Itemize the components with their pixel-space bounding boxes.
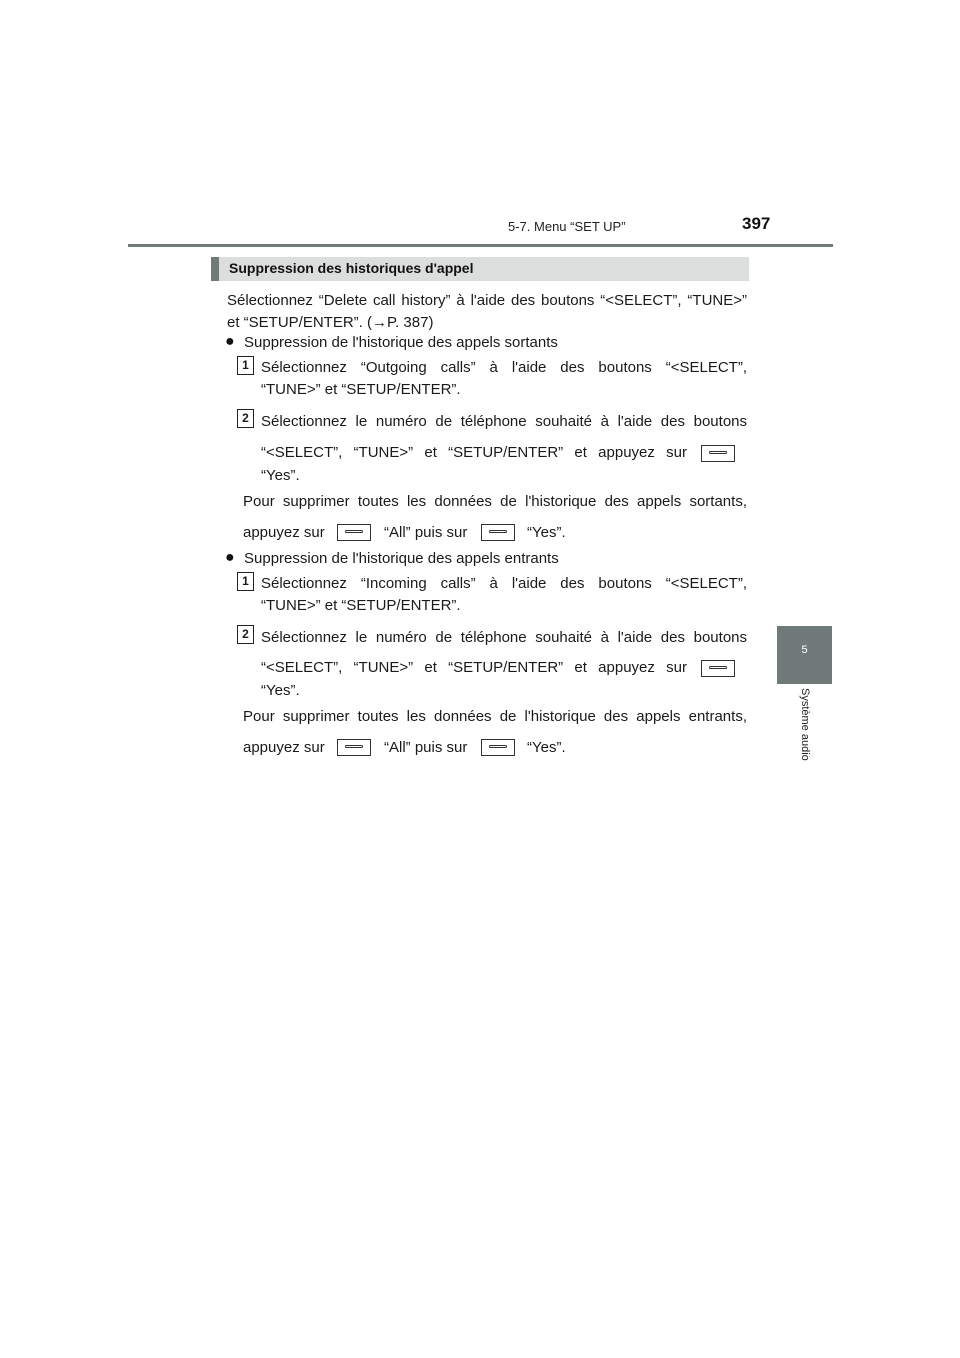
chapter-number: 5: [801, 644, 808, 656]
outgoing-step2-line-2: “<SELECT”, “TUNE>” et “SETUP/ENTER” et appuyez sur: [261, 444, 687, 461]
bullet-icon: ●: [225, 549, 235, 566]
incoming-note-line-2c: “Yes”.: [527, 739, 566, 756]
incoming-step1-line-1: Sélectionnez “Incoming calls” à l'aide des boutons “<SELECT”,: [261, 575, 747, 592]
incoming-note-line-1: Pour supprimer toutes les données de l'historique des appels entrants,: [243, 708, 747, 725]
page-number: 397: [742, 214, 771, 233]
outgoing-step2-line-1: Sélectionnez le numéro de téléphone souhaité à l'aide des boutons: [261, 413, 747, 430]
chapter-label: Système audio: [799, 688, 811, 761]
section-title-bar: [211, 257, 749, 281]
dial-button-icon: [481, 524, 515, 541]
outgoing-step1-line-1: Sélectionnez “Outgoing calls” à l'aide des boutons “<SELECT”,: [261, 359, 747, 376]
outgoing-note-line-2b: “All” puis sur: [384, 524, 468, 541]
incoming-step1-line-2: “TUNE>” et “SETUP/ENTER”.: [261, 597, 461, 614]
dial-button-icon: [701, 445, 735, 462]
incoming-heading: Suppression de l'historique des appels entrants: [244, 550, 559, 567]
intro-line-2: et “SETUP/ENTER”. (→P. 387): [227, 314, 434, 331]
step-badge: 2: [237, 625, 254, 644]
outgoing-step2-line-3: “Yes”.: [261, 467, 300, 484]
dial-button-icon: [481, 739, 515, 756]
outgoing-step1-line-2: “TUNE>” et “SETUP/ENTER”.: [261, 381, 461, 398]
outgoing-note-line-2a: appuyez sur: [243, 524, 325, 541]
step-badge: 2: [237, 409, 254, 428]
header-divider: [128, 244, 833, 247]
incoming-note-line-2a: appuyez sur: [243, 739, 325, 756]
intro-line-1: Sélectionnez “Delete call history” à l'aide des boutons “<SELECT”, “TUNE>”: [227, 292, 747, 309]
incoming-step2-line-2: “<SELECT”, “TUNE>” et “SETUP/ENTER” et appuyez sur: [261, 659, 687, 676]
outgoing-heading: Suppression de l'historique des appels sortants: [244, 334, 558, 351]
incoming-note-line-2b: “All” puis sur: [384, 739, 468, 756]
dial-button-icon: [337, 524, 371, 541]
section-title: Suppression des historiques d'appel: [229, 260, 474, 276]
step-badge: 1: [237, 356, 254, 375]
incoming-step2-line-3: “Yes”.: [261, 682, 300, 699]
dial-button-icon: [337, 739, 371, 756]
bullet-icon: ●: [225, 333, 235, 350]
incoming-step2-line-1: Sélectionnez le numéro de téléphone souhaité à l'aide des boutons: [261, 629, 747, 646]
outgoing-note-line-1: Pour supprimer toutes les données de l'historique des appels sortants,: [243, 493, 747, 510]
step-badge: 1: [237, 572, 254, 591]
dial-button-icon: [701, 660, 735, 677]
outgoing-note-line-2c: “Yes”.: [527, 524, 566, 541]
chapter-tab: [777, 626, 832, 684]
running-header: 5-7. Menu “SET UP”: [508, 219, 626, 234]
